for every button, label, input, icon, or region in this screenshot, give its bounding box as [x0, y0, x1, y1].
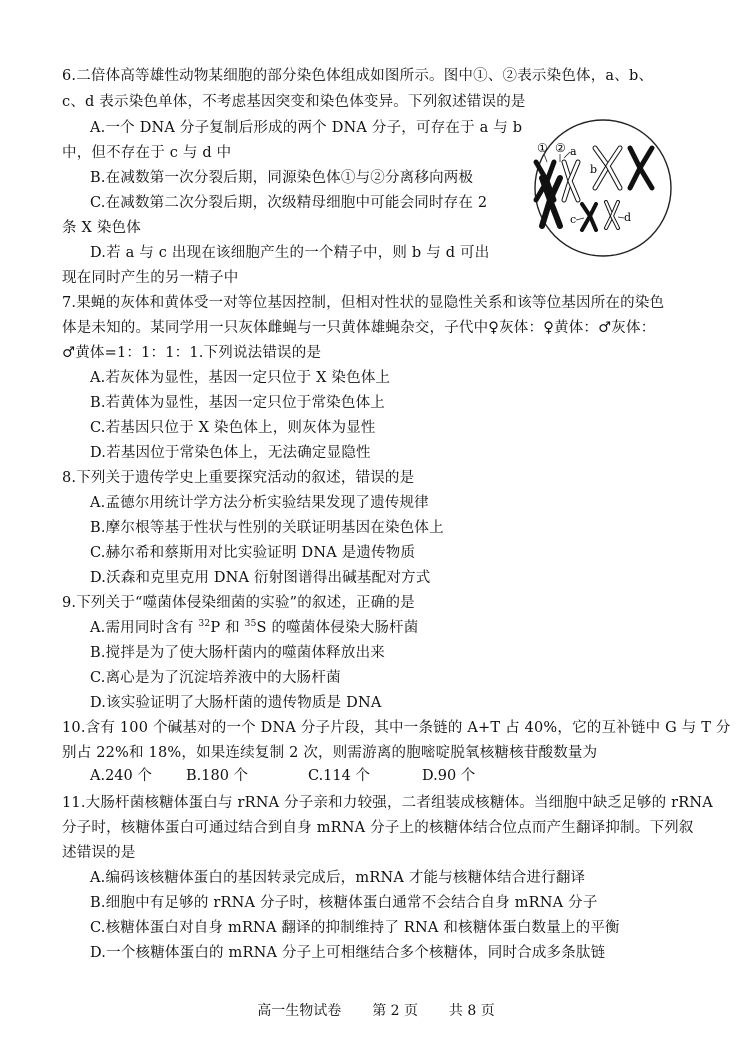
q10-option-a: A.240 个 [90, 768, 152, 784]
q7-stem-line3: ♂黄体=1：1：1：1.下列说法错误的是 [62, 345, 322, 361]
label-chromatid-d: d [624, 211, 632, 224]
label-chromosome-2: ② [555, 141, 566, 155]
q6-option-c-line2: 条 X 染色体 [62, 220, 141, 236]
footer-page: 第 2 页 [372, 1003, 418, 1019]
q6-option-d-line2: 现在同时产生的另一精子中 [62, 270, 239, 286]
label-chromosome-1: ① [537, 141, 548, 155]
q7-option-d: D.若基因位于常染色体上，无法确定显隐性 [90, 445, 371, 461]
label-chromatid-a: a [570, 145, 577, 158]
q9-option-b: B.搅拌是为了使大肠杆菌内的噬菌体释放出来 [90, 645, 385, 661]
q11-stem-line2: 分子时，核糖体蛋白可通过结合到自身 mRNA 分子上的核糖体结合位点而产生翻译抑制。下列叙 [62, 820, 694, 836]
label-chromatid-b: b [590, 163, 598, 176]
q7-option-a: A.若灰体为显性，基因一定只位于 X 染色体上 [90, 370, 391, 386]
q6-option-a-line2: 中，但不存在于 c 与 d 中 [62, 145, 232, 161]
q7-option-c: C.若基因只位于 X 染色体上，则灰体为显性 [90, 420, 376, 436]
q9-option-a: A.需用同时含有 $^{32}$P 和 $^{35}$S 的噬菌体侵染大肠杆菌 [90, 619, 419, 636]
q11-option-b: B.细胞中有足够的 rRNA 分子时，核糖体蛋白通常不会结合自身 mRNA 分子 [90, 895, 598, 911]
q8-option-b: B.摩尔根等基于性状与性别的关联证明基因在染色体上 [90, 520, 444, 536]
page-footer [0, 1000, 752, 1020]
chromosome-diagram [520, 118, 686, 258]
q11-stem-line3: 述错误的是 [62, 845, 136, 861]
q6-option-d-line1: D.若 a 与 c 出现在该细胞产生的一个精子中，则 b 与 d 可出 [90, 245, 490, 261]
q11-option-c: C.核糖体蛋白对自身 mRNA 翻译的抑制维持了 RNA 和核糖体蛋白数量上的平衡 [90, 920, 620, 936]
q8-option-d: D.沃森和克里克用 DNA 衍射图谱得出碱基配对方式 [90, 570, 431, 586]
q10-stem-line2: 别占 22%和 18%，如果连续复制 2 次，则需游离的胞嘧啶脱氧核糖核苷酸数量为 [62, 745, 598, 761]
q9-option-d: D.该实验证明了大肠杆菌的遗传物质是 DNA [90, 695, 382, 711]
q6-stem-line2: c、d 表示染色单体，不考虑基因突变和染色体变异。下列叙述错误的是 [62, 94, 526, 110]
footer-subject: 高一生物试卷 [257, 1003, 342, 1019]
chromosome-pair-bottom-right [582, 202, 618, 230]
q6-option-b: B.在减数第一次分裂后期，同源染色体①与②分离移向两极 [90, 170, 474, 186]
label-chromatid-c: c [570, 213, 577, 226]
q6-option-a-line1: A.一个 DNA 分子复制后形成的两个 DNA 分子，可存在于 a 与 b [90, 120, 523, 136]
q6-option-c-line1: C.在减数第二次分裂后期，次级精母细胞中可能会同时存在 2 [90, 195, 488, 211]
q10-option-d: D.90 个 [422, 768, 476, 784]
q11-option-d: D.一个核糖体蛋白的 mRNA 分子上可相继结合多个核糖体，同时合成多条肽链 [90, 945, 606, 961]
chromosome-pair-top-right [595, 148, 652, 188]
q9-stem: 9.下列关于“噬菌体侵染细菌的实验”的叙述，正确的是 [62, 595, 415, 611]
q10-stem-line1: 10.含有 100 个碱基对的一个 DNA 分子片段，其中一条链的 A+T 占 40%，它的互补链中 G 与 T 分 [62, 720, 731, 736]
q11-option-a: A.编码该核糖体蛋白的基因转录完成后，mRNA 才能与核糖体结合进行翻译 [90, 870, 586, 886]
q7-option-b: B.若黄体为显性，基因一定只位于常染色体上 [90, 395, 385, 411]
q7-stem-line2: 体是未知的。某同学用一只灰体雌蝇与一只黄体雄蝇杂交，子代中♀灰体：♀黄体：♂灰体： [62, 320, 656, 336]
q9-option-c: C.离心是为了沉淀培养液中的大肠杆菌 [90, 670, 341, 686]
q7-stem-line1: 7.果蝇的灰体和黄体受一对等位基因控制，但相对性状的显隐性关系和该等位基因所在的染色 [62, 295, 665, 311]
q8-option-a: A.孟德尔用统计学方法分析实验结果发现了遗传规律 [90, 495, 429, 511]
q10-option-b: B.180 个 [186, 768, 249, 784]
q8-option-c: C.赫尔希和蔡斯用对比实验证明 DNA 是遗传物质 [90, 545, 416, 561]
q6-stem-line1: 6.二倍体高等雄性动物某细胞的部分染色体组成如图所示。图中①、②表示染色体，a、b、 [62, 68, 654, 84]
q8-stem: 8.下列关于遗传学史上重要探究活动的叙述，错误的是 [62, 470, 415, 486]
footer-total: 共 8 页 [448, 1003, 495, 1019]
chromosome-figure [520, 118, 686, 258]
q11-stem-line1: 11.大肠杆菌核糖体蛋白与 rRNA 分子亲和力较强，二者组装成核糖体。当细胞中缺乏足够的 rRNA [62, 795, 713, 811]
q10-option-c: C.114 个 [308, 768, 370, 784]
